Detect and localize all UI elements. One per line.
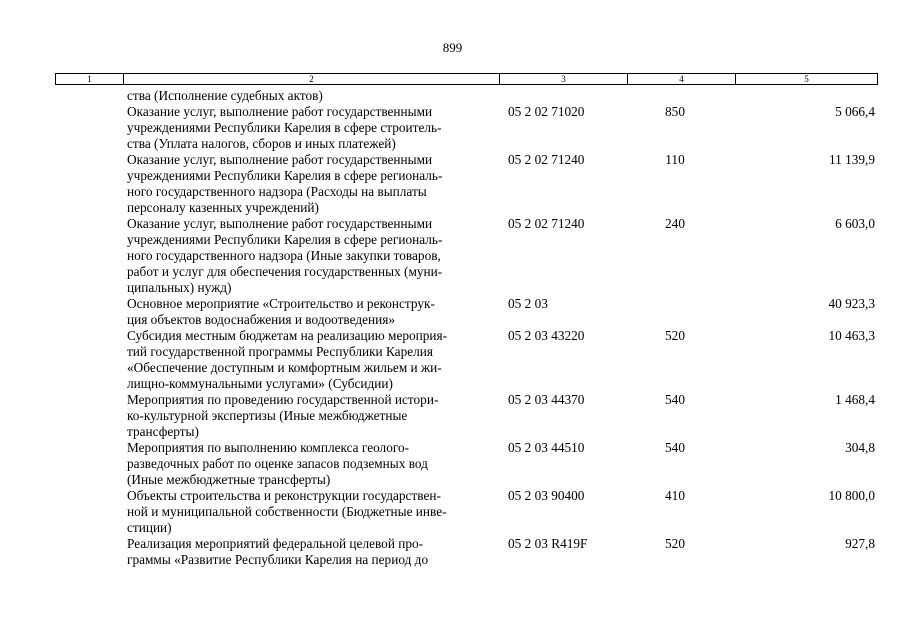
row-expense-type: 850: [665, 104, 685, 119]
table-header: [55, 73, 878, 85]
row-code: 05 2 03 44370: [508, 392, 585, 407]
header-col-5: 5: [735, 74, 877, 84]
row-amount: 1 468,4: [835, 392, 875, 407]
row-description: Оказание услуг, выполнение работ государственными учреждениями Республики Карелия в сфере строитель- ства (Уплата налогов, сборов и иных платежей): [127, 104, 442, 151]
page-number: 899: [442, 40, 463, 55]
row-code: 05 2 03 90400: [508, 488, 585, 503]
row-amount: 5 066,4: [835, 104, 875, 119]
row-description: Мероприятия по выполнению комплекса геолого- разведочных работ по оценке запасов подземных вод (Иные межбюджетные трансферты): [127, 440, 428, 487]
row-code: 05 2 03 43220: [508, 328, 585, 343]
row-description: Оказание услуг, выполнение работ государственными учреждениями Республики Карелия в сфере региональ- ного государственного надзора (Иные закупки товаров, работ и услуг для обеспечения государственных (муни- ципальных) нужд): [127, 216, 443, 295]
row-description: Основное мероприятие «Строительство и реконструк- ция объектов водоснабжения и водоотведения»: [127, 296, 435, 327]
row-amount: 10 800,0: [828, 488, 875, 503]
header-col-3: 3: [499, 74, 627, 84]
table-row: [0, 216, 905, 296]
row-description: Реализация мероприятий федеральной целевой про- граммы «Развитие Республики Карелия на период до: [127, 536, 429, 567]
row-code: 05 2 03 44510: [508, 440, 585, 455]
table-row: [0, 392, 905, 440]
table-row: [0, 296, 905, 328]
row-description: Объекты строительства и реконструкции государствен- ной и муниципальной собственности (Бюджетные инве- стиции): [127, 488, 447, 535]
row-code: 05 2 02 71240: [508, 152, 585, 167]
row-expense-type: 110: [665, 152, 685, 167]
table-body: [0, 88, 905, 568]
table-row: [0, 104, 905, 152]
row-expense-type: 540: [665, 392, 685, 407]
row-expense-type: 520: [665, 536, 685, 551]
row-description: Мероприятия по проведению государственной истори- ко-культурной экспертизы (Иные межбюджетные трансферты): [127, 392, 439, 439]
table-row: [0, 328, 905, 392]
table-row: [0, 440, 905, 488]
table-row: [0, 88, 905, 104]
row-amount: 11 139,9: [828, 152, 875, 167]
row-expense-type: 540: [665, 440, 685, 455]
row-code: 05 2 03: [508, 296, 548, 311]
row-code: 05 2 02 71020: [508, 104, 585, 119]
header-col-1: 1: [87, 74, 92, 84]
row-expense-type: 520: [665, 328, 685, 343]
row-amount: 40 923,3: [828, 296, 875, 311]
row-amount: 10 463,3: [828, 328, 875, 343]
row-description: ства (Исполнение судебных актов): [127, 88, 323, 103]
header-col-2: 2: [123, 74, 499, 84]
row-amount: 927,8: [845, 536, 875, 551]
row-code: 05 2 03 R419F: [508, 536, 588, 551]
table-row: [0, 488, 905, 536]
row-code: 05 2 02 71240: [508, 216, 585, 231]
header-col-4: 4: [627, 74, 735, 84]
row-amount: 304,8: [845, 440, 875, 455]
row-description: Субсидия местным бюджетам на реализацию мероприя- тий государственной программы Республики Карелия «Обеспечение доступным и комфортным жильем и жи- лищно-коммунальными услугами» (Субсидии): [127, 328, 448, 391]
table-row: [0, 152, 905, 216]
row-amount: 6 603,0: [835, 216, 875, 231]
table-row: [0, 536, 905, 568]
row-description: Оказание услуг, выполнение работ государственными учреждениями Республики Карелия в сфере региональ- ного государственного надзора (Расходы на выплаты персоналу казенных учреждений): [127, 152, 443, 215]
row-expense-type: 240: [665, 216, 685, 231]
row-expense-type: 410: [665, 488, 685, 503]
